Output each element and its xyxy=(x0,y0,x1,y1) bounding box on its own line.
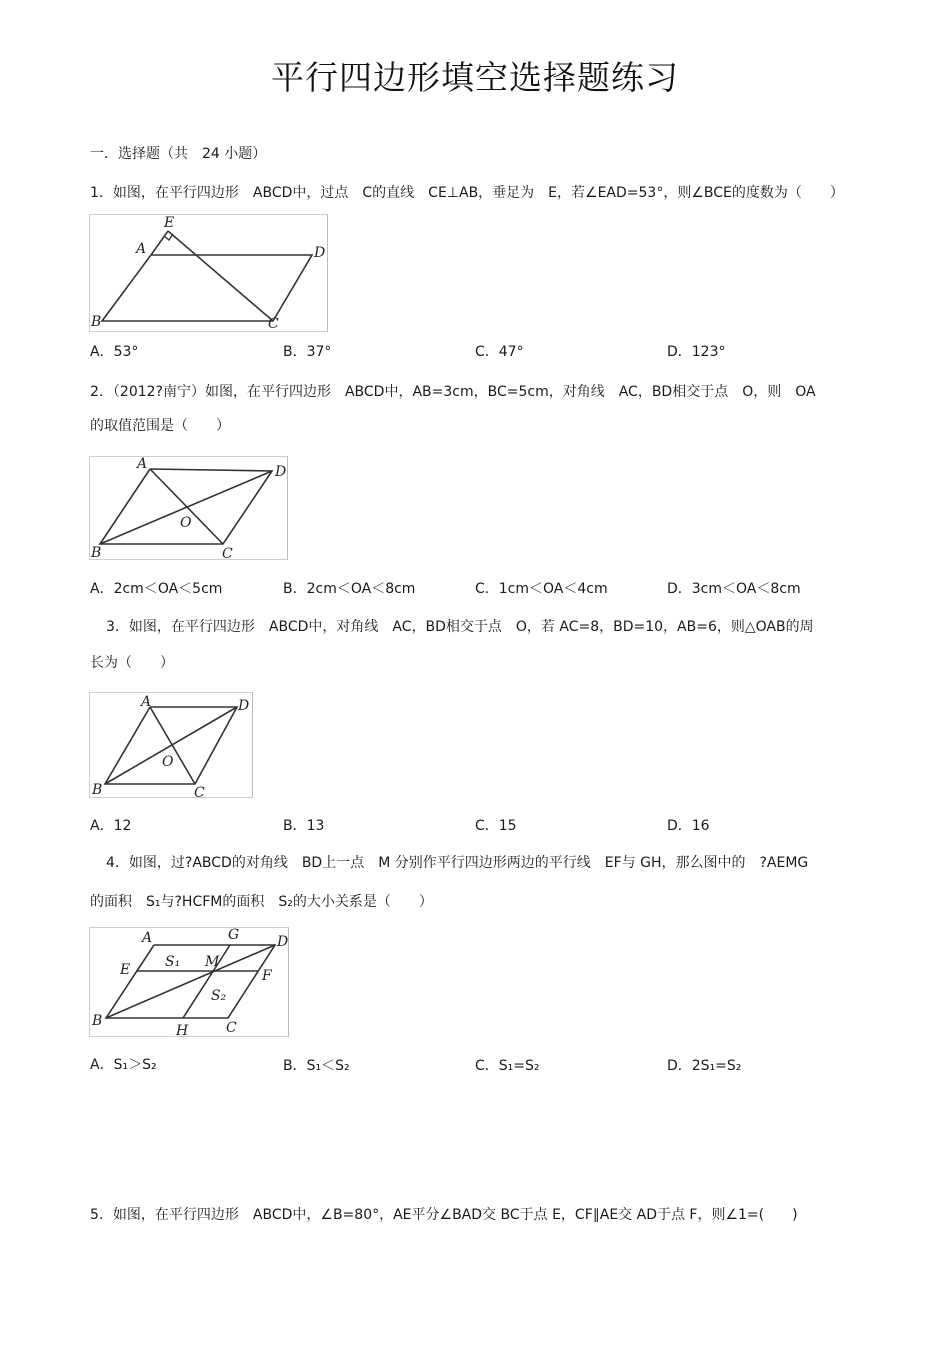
figure-label: C xyxy=(222,546,233,559)
figure-label: H xyxy=(176,1023,189,1036)
question-1-option-b: B．37° xyxy=(283,344,332,360)
question-1-option-a: A．53° xyxy=(90,344,139,360)
question-2-stem-line-2: 的取值范围是（ ） xyxy=(90,418,230,434)
figure-label: O xyxy=(162,754,174,770)
figure-label: G xyxy=(228,928,240,943)
figure-label: F xyxy=(262,968,272,984)
figure-label: A xyxy=(136,241,147,257)
question-5-stem: 5．如图，在平行四边形 ABCD中，∠B=80°，AE平分∠BAD交 BC于点 E，CF∥AE交 AD于点 F，则∠1=( ) xyxy=(90,1207,798,1223)
question-4-option-a: A．S₁＞S₂ xyxy=(90,1057,157,1073)
question-3-option-b: B．13 xyxy=(283,818,325,834)
question-2-figure xyxy=(89,456,288,560)
page-title: 平行四边形填空选择题练习 xyxy=(271,58,679,97)
question-1-stem: 1．如图，在平行四边形 ABCD中，过点 C的直线 CE⊥AB，垂足为 E，若∠EAD=53°，则∠BCE的度数为（ ） xyxy=(90,185,844,201)
figure-label: B xyxy=(92,1013,103,1029)
figure-label: S₁ xyxy=(165,954,181,970)
question-3-stem-line-1: 3．如图，在平行四边形 ABCD中，对角线 AC，BD相交于点 O，若 AC=8，BD=10，AB=6，则△OAB的周 xyxy=(106,619,814,635)
figure-label: C xyxy=(226,1020,237,1036)
question-2-option-c: C．1cm＜OA＜4cm xyxy=(475,581,608,597)
figure-label: C xyxy=(268,316,279,331)
question-4-option-b: B．S₁＜S₂ xyxy=(283,1058,350,1074)
question-3-option-a: A．12 xyxy=(90,818,132,834)
figure-label: S₂ xyxy=(211,988,227,1004)
figure-label: D xyxy=(314,245,326,261)
figure-label: O xyxy=(180,515,192,531)
question-4-stem-line-2: 的面积 S₁与?HCFM的面积 S₂的大小关系是（ ） xyxy=(90,894,433,910)
figure-label: A xyxy=(142,930,153,946)
figure-label: D xyxy=(238,698,250,714)
figure-label: E xyxy=(120,962,131,978)
question-3-option-d: D．16 xyxy=(667,818,710,834)
question-3-stem-line-2: 长为（ ） xyxy=(90,655,174,671)
question-1-figure xyxy=(89,214,328,332)
question-3-option-c: C．15 xyxy=(475,818,517,834)
figure-label: D xyxy=(275,464,287,480)
figure-label: D xyxy=(277,934,288,950)
question-1-option-d: D．123° xyxy=(667,344,726,360)
question-2-option-d: D．3cm＜OA＜8cm xyxy=(667,581,801,597)
question-2-stem-line-1: 2．（2012?南宁）如图，在平行四边形 ABCD中，AB=3cm，BC=5cm，对角线 AC，BD相交于点 O，则 OA xyxy=(90,384,816,400)
question-4-option-c: C．S₁=S₂ xyxy=(475,1058,540,1074)
figure-label: A xyxy=(137,457,148,472)
figure-label: B xyxy=(91,314,102,330)
figure-label: B xyxy=(91,545,102,559)
question-2-option-b: B．2cm＜OA＜8cm xyxy=(283,581,416,597)
question-2-option-a: A．2cm＜OA＜5cm xyxy=(90,581,223,597)
figure-label: B xyxy=(92,782,103,797)
question-4-figure xyxy=(89,927,289,1037)
figure-label: M xyxy=(205,954,220,970)
figure-label: A xyxy=(141,694,152,710)
figure-label: E xyxy=(164,215,175,231)
question-3-figure xyxy=(89,692,253,798)
section-heading: 一．选择题（共 24 小题） xyxy=(90,146,267,162)
question-4-option-d: D．2S₁=S₂ xyxy=(667,1058,742,1074)
question-1-option-c: C．47° xyxy=(475,344,524,360)
figure-label: C xyxy=(194,785,205,797)
question-4-stem-line-1: 4．如图，过?ABCD的对角线 BD上一点 M 分别作平行四边形两边的平行线 EF与 GH，那么图中的 ?AEMG xyxy=(106,855,809,871)
